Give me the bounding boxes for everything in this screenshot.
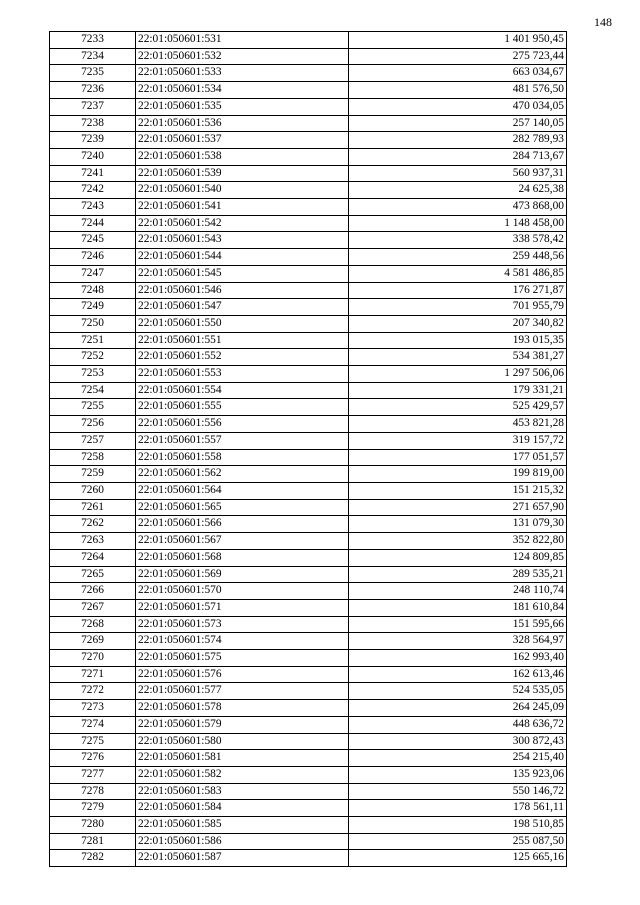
cadastral-number-cell: 22:01:050601:565 bbox=[136, 499, 349, 516]
row-number-cell: 7270 bbox=[50, 650, 136, 667]
cadastral-number-cell: 22:01:050601:555 bbox=[136, 399, 349, 416]
row-number-cell: 7242 bbox=[50, 182, 136, 199]
row-number-cell: 7273 bbox=[50, 700, 136, 717]
row-number-cell: 7243 bbox=[50, 199, 136, 216]
table-row bbox=[50, 199, 567, 216]
table-row bbox=[50, 449, 567, 466]
table-row bbox=[50, 566, 567, 583]
row-number-cell: 7236 bbox=[50, 82, 136, 99]
row-number-cell: 7257 bbox=[50, 432, 136, 449]
table-row bbox=[50, 499, 567, 516]
table-row bbox=[50, 232, 567, 249]
cadastral-number-cell: 22:01:050601:552 bbox=[136, 349, 349, 366]
row-number-cell: 7281 bbox=[50, 833, 136, 850]
table-body bbox=[50, 32, 567, 867]
table-row bbox=[50, 366, 567, 383]
row-number-cell: 7233 bbox=[50, 32, 136, 49]
cadastral-value-cell: 193 015,35 bbox=[349, 332, 567, 349]
cadastral-value-cell: 125 665,16 bbox=[349, 850, 567, 867]
table-row bbox=[50, 432, 567, 449]
row-number-cell: 7276 bbox=[50, 750, 136, 767]
cadastral-value-cell: 176 271,87 bbox=[349, 282, 567, 299]
cadastral-value-cell: 198 510,85 bbox=[349, 817, 567, 834]
cadastral-number-cell: 22:01:050601:581 bbox=[136, 750, 349, 767]
cadastral-number-cell: 22:01:050601:551 bbox=[136, 332, 349, 349]
table-row bbox=[50, 148, 567, 165]
table-row bbox=[50, 315, 567, 332]
table-row bbox=[50, 299, 567, 316]
cadastral-value-cell: 151 595,66 bbox=[349, 616, 567, 633]
row-number-cell: 7249 bbox=[50, 299, 136, 316]
cadastral-number-cell: 22:01:050601:533 bbox=[136, 65, 349, 82]
cadastral-number-cell: 22:01:050601:571 bbox=[136, 599, 349, 616]
row-number-cell: 7244 bbox=[50, 215, 136, 232]
cadastral-value-cell: 275 723,44 bbox=[349, 48, 567, 65]
cadastral-number-cell: 22:01:050601:586 bbox=[136, 833, 349, 850]
cadastral-number-cell: 22:01:050601:582 bbox=[136, 766, 349, 783]
cadastral-number-cell: 22:01:050601:541 bbox=[136, 199, 349, 216]
cadastral-value-cell: 255 087,50 bbox=[349, 833, 567, 850]
cadastral-number-cell: 22:01:050601:540 bbox=[136, 182, 349, 199]
cadastral-value-cell: 257 140,05 bbox=[349, 115, 567, 132]
cadastral-value-cell: 199 819,00 bbox=[349, 466, 567, 483]
table-row bbox=[50, 282, 567, 299]
table-row bbox=[50, 32, 567, 49]
row-number-cell: 7263 bbox=[50, 533, 136, 550]
cadastral-value-cell: 524 535,05 bbox=[349, 683, 567, 700]
table-row bbox=[50, 683, 567, 700]
cadastral-number-cell: 22:01:050601:556 bbox=[136, 416, 349, 433]
cadastral-value-cell: 300 872,43 bbox=[349, 733, 567, 750]
cadastral-value-cell: 1 148 458,00 bbox=[349, 215, 567, 232]
row-number-cell: 7265 bbox=[50, 566, 136, 583]
cadastral-number-cell: 22:01:050601:536 bbox=[136, 115, 349, 132]
cadastral-value-cell: 4 581 486,85 bbox=[349, 265, 567, 282]
table-row bbox=[50, 48, 567, 65]
table-row bbox=[50, 800, 567, 817]
table-row bbox=[50, 399, 567, 416]
cadastral-number-cell: 22:01:050601:532 bbox=[136, 48, 349, 65]
row-number-cell: 7260 bbox=[50, 482, 136, 499]
cadastral-value-cell: 271 657,90 bbox=[349, 499, 567, 516]
table-row bbox=[50, 533, 567, 550]
row-number-cell: 7235 bbox=[50, 65, 136, 82]
row-number-cell: 7274 bbox=[50, 716, 136, 733]
page-number: 148 bbox=[594, 15, 612, 29]
table-row bbox=[50, 750, 567, 767]
row-number-cell: 7271 bbox=[50, 666, 136, 683]
cadastral-value-cell: 259 448,56 bbox=[349, 249, 567, 266]
cadastral-number-cell: 22:01:050601:566 bbox=[136, 516, 349, 533]
row-number-cell: 7259 bbox=[50, 466, 136, 483]
cadastral-value-cell: 550 146,72 bbox=[349, 783, 567, 800]
table-row bbox=[50, 716, 567, 733]
row-number-cell: 7237 bbox=[50, 98, 136, 115]
table-row bbox=[50, 215, 567, 232]
cadastral-value-cell: 135 923,06 bbox=[349, 766, 567, 783]
cadastral-value-cell: 701 955,79 bbox=[349, 299, 567, 316]
table-row bbox=[50, 82, 567, 99]
row-number-cell: 7246 bbox=[50, 249, 136, 266]
cadastral-value-cell: 328 564,97 bbox=[349, 633, 567, 650]
row-number-cell: 7262 bbox=[50, 516, 136, 533]
table-row bbox=[50, 482, 567, 499]
cadastral-value-cell: 177 051,57 bbox=[349, 449, 567, 466]
row-number-cell: 7245 bbox=[50, 232, 136, 249]
cadastral-number-cell: 22:01:050601:578 bbox=[136, 700, 349, 717]
table-row bbox=[50, 850, 567, 867]
cadastral-number-cell: 22:01:050601:583 bbox=[136, 783, 349, 800]
cadastral-number-cell: 22:01:050601:562 bbox=[136, 466, 349, 483]
table-row bbox=[50, 733, 567, 750]
cadastral-value-cell: 1 297 506,06 bbox=[349, 366, 567, 383]
cadastral-number-cell: 22:01:050601:537 bbox=[136, 132, 349, 149]
row-number-cell: 7277 bbox=[50, 766, 136, 783]
table-row bbox=[50, 349, 567, 366]
row-number-cell: 7234 bbox=[50, 48, 136, 65]
cadastral-number-cell: 22:01:050601:544 bbox=[136, 249, 349, 266]
cadastral-value-cell: 124 809,85 bbox=[349, 549, 567, 566]
cadastral-value-cell: 248 110,74 bbox=[349, 583, 567, 600]
row-number-cell: 7258 bbox=[50, 449, 136, 466]
table-row bbox=[50, 165, 567, 182]
table-row bbox=[50, 382, 567, 399]
cadastral-value-cell: 131 079,30 bbox=[349, 516, 567, 533]
cadastral-value-cell: 560 937,31 bbox=[349, 165, 567, 182]
row-number-cell: 7255 bbox=[50, 399, 136, 416]
table-row bbox=[50, 332, 567, 349]
cadastral-value-cell: 289 535,21 bbox=[349, 566, 567, 583]
row-number-cell: 7267 bbox=[50, 599, 136, 616]
cadastral-number-cell: 22:01:050601:531 bbox=[136, 32, 349, 49]
cadastral-value-cell: 481 576,50 bbox=[349, 82, 567, 99]
cadastral-number-cell: 22:01:050601:569 bbox=[136, 566, 349, 583]
row-number-cell: 7239 bbox=[50, 132, 136, 149]
cadastral-number-cell: 22:01:050601:557 bbox=[136, 432, 349, 449]
cadastral-value-table bbox=[49, 31, 567, 867]
cadastral-value-cell: 282 789,93 bbox=[349, 132, 567, 149]
row-number-cell: 7280 bbox=[50, 817, 136, 834]
cadastral-number-cell: 22:01:050601:550 bbox=[136, 315, 349, 332]
table-row bbox=[50, 516, 567, 533]
row-number-cell: 7269 bbox=[50, 633, 136, 650]
cadastral-number-cell: 22:01:050601:585 bbox=[136, 817, 349, 834]
cadastral-value-cell: 448 636,72 bbox=[349, 716, 567, 733]
cadastral-number-cell: 22:01:050601:580 bbox=[136, 733, 349, 750]
table-row bbox=[50, 833, 567, 850]
cadastral-value-cell: 319 157,72 bbox=[349, 432, 567, 449]
table-row bbox=[50, 583, 567, 600]
cadastral-number-cell: 22:01:050601:546 bbox=[136, 282, 349, 299]
table-row bbox=[50, 549, 567, 566]
cadastral-value-cell: 254 215,40 bbox=[349, 750, 567, 767]
cadastral-value-cell: 663 034,67 bbox=[349, 65, 567, 82]
cadastral-number-cell: 22:01:050601:574 bbox=[136, 633, 349, 650]
table-row bbox=[50, 466, 567, 483]
cadastral-number-cell: 22:01:050601:535 bbox=[136, 98, 349, 115]
cadastral-number-cell: 22:01:050601:579 bbox=[136, 716, 349, 733]
cadastral-value-cell: 151 215,32 bbox=[349, 482, 567, 499]
cadastral-number-cell: 22:01:050601:554 bbox=[136, 382, 349, 399]
cadastral-number-cell: 22:01:050601:539 bbox=[136, 165, 349, 182]
row-number-cell: 7248 bbox=[50, 282, 136, 299]
cadastral-number-cell: 22:01:050601:564 bbox=[136, 482, 349, 499]
cadastral-number-cell: 22:01:050601:584 bbox=[136, 800, 349, 817]
row-number-cell: 7282 bbox=[50, 850, 136, 867]
table-row bbox=[50, 766, 567, 783]
table-row bbox=[50, 416, 567, 433]
row-number-cell: 7253 bbox=[50, 366, 136, 383]
cadastral-number-cell: 22:01:050601:568 bbox=[136, 549, 349, 566]
table-row bbox=[50, 666, 567, 683]
table-row bbox=[50, 633, 567, 650]
cadastral-value-cell: 470 034,05 bbox=[349, 98, 567, 115]
cadastral-number-cell: 22:01:050601:545 bbox=[136, 265, 349, 282]
cadastral-number-cell: 22:01:050601:547 bbox=[136, 299, 349, 316]
cadastral-number-cell: 22:01:050601:558 bbox=[136, 449, 349, 466]
table-row bbox=[50, 98, 567, 115]
cadastral-number-cell: 22:01:050601:567 bbox=[136, 533, 349, 550]
cadastral-value-cell: 525 429,57 bbox=[349, 399, 567, 416]
table-row bbox=[50, 700, 567, 717]
table-row bbox=[50, 115, 567, 132]
row-number-cell: 7241 bbox=[50, 165, 136, 182]
row-number-cell: 7252 bbox=[50, 349, 136, 366]
cadastral-number-cell: 22:01:050601:534 bbox=[136, 82, 349, 99]
cadastral-number-cell: 22:01:050601:542 bbox=[136, 215, 349, 232]
row-number-cell: 7266 bbox=[50, 583, 136, 600]
cadastral-value-cell: 162 993,40 bbox=[349, 650, 567, 667]
cadastral-value-cell: 207 340,82 bbox=[349, 315, 567, 332]
cadastral-value-cell: 264 245,09 bbox=[349, 700, 567, 717]
row-number-cell: 7250 bbox=[50, 315, 136, 332]
cadastral-value-cell: 473 868,00 bbox=[349, 199, 567, 216]
table-row bbox=[50, 616, 567, 633]
row-number-cell: 7256 bbox=[50, 416, 136, 433]
row-number-cell: 7278 bbox=[50, 783, 136, 800]
cadastral-value-cell: 453 821,28 bbox=[349, 416, 567, 433]
cadastral-value-cell: 284 713,67 bbox=[349, 148, 567, 165]
row-number-cell: 7254 bbox=[50, 382, 136, 399]
row-number-cell: 7247 bbox=[50, 265, 136, 282]
cadastral-number-cell: 22:01:050601:573 bbox=[136, 616, 349, 633]
cadastral-number-cell: 22:01:050601:587 bbox=[136, 850, 349, 867]
table-row bbox=[50, 265, 567, 282]
row-number-cell: 7261 bbox=[50, 499, 136, 516]
cadastral-number-cell: 22:01:050601:576 bbox=[136, 666, 349, 683]
cadastral-value-cell: 24 625,38 bbox=[349, 182, 567, 199]
cadastral-value-cell: 162 613,46 bbox=[349, 666, 567, 683]
row-number-cell: 7240 bbox=[50, 148, 136, 165]
table-row bbox=[50, 650, 567, 667]
row-number-cell: 7275 bbox=[50, 733, 136, 750]
cadastral-number-cell: 22:01:050601:543 bbox=[136, 232, 349, 249]
table-row bbox=[50, 249, 567, 266]
row-number-cell: 7268 bbox=[50, 616, 136, 633]
cadastral-value-cell: 178 561,11 bbox=[349, 800, 567, 817]
row-number-cell: 7238 bbox=[50, 115, 136, 132]
cadastral-number-cell: 22:01:050601:553 bbox=[136, 366, 349, 383]
table-row bbox=[50, 599, 567, 616]
cadastral-number-cell: 22:01:050601:538 bbox=[136, 148, 349, 165]
table-row bbox=[50, 817, 567, 834]
cadastral-value-cell: 352 822,80 bbox=[349, 533, 567, 550]
cadastral-value-cell: 179 331,21 bbox=[349, 382, 567, 399]
row-number-cell: 7272 bbox=[50, 683, 136, 700]
cadastral-value-cell: 534 381,27 bbox=[349, 349, 567, 366]
table-row bbox=[50, 182, 567, 199]
cadastral-value-cell: 338 578,42 bbox=[349, 232, 567, 249]
cadastral-number-cell: 22:01:050601:575 bbox=[136, 650, 349, 667]
cadastral-value-cell: 1 401 950,45 bbox=[349, 32, 567, 49]
cadastral-number-cell: 22:01:050601:570 bbox=[136, 583, 349, 600]
table-row bbox=[50, 783, 567, 800]
cadastral-value-cell: 181 610,84 bbox=[349, 599, 567, 616]
row-number-cell: 7279 bbox=[50, 800, 136, 817]
table-row bbox=[50, 65, 567, 82]
row-number-cell: 7251 bbox=[50, 332, 136, 349]
cadastral-number-cell: 22:01:050601:577 bbox=[136, 683, 349, 700]
row-number-cell: 7264 bbox=[50, 549, 136, 566]
table-row bbox=[50, 132, 567, 149]
